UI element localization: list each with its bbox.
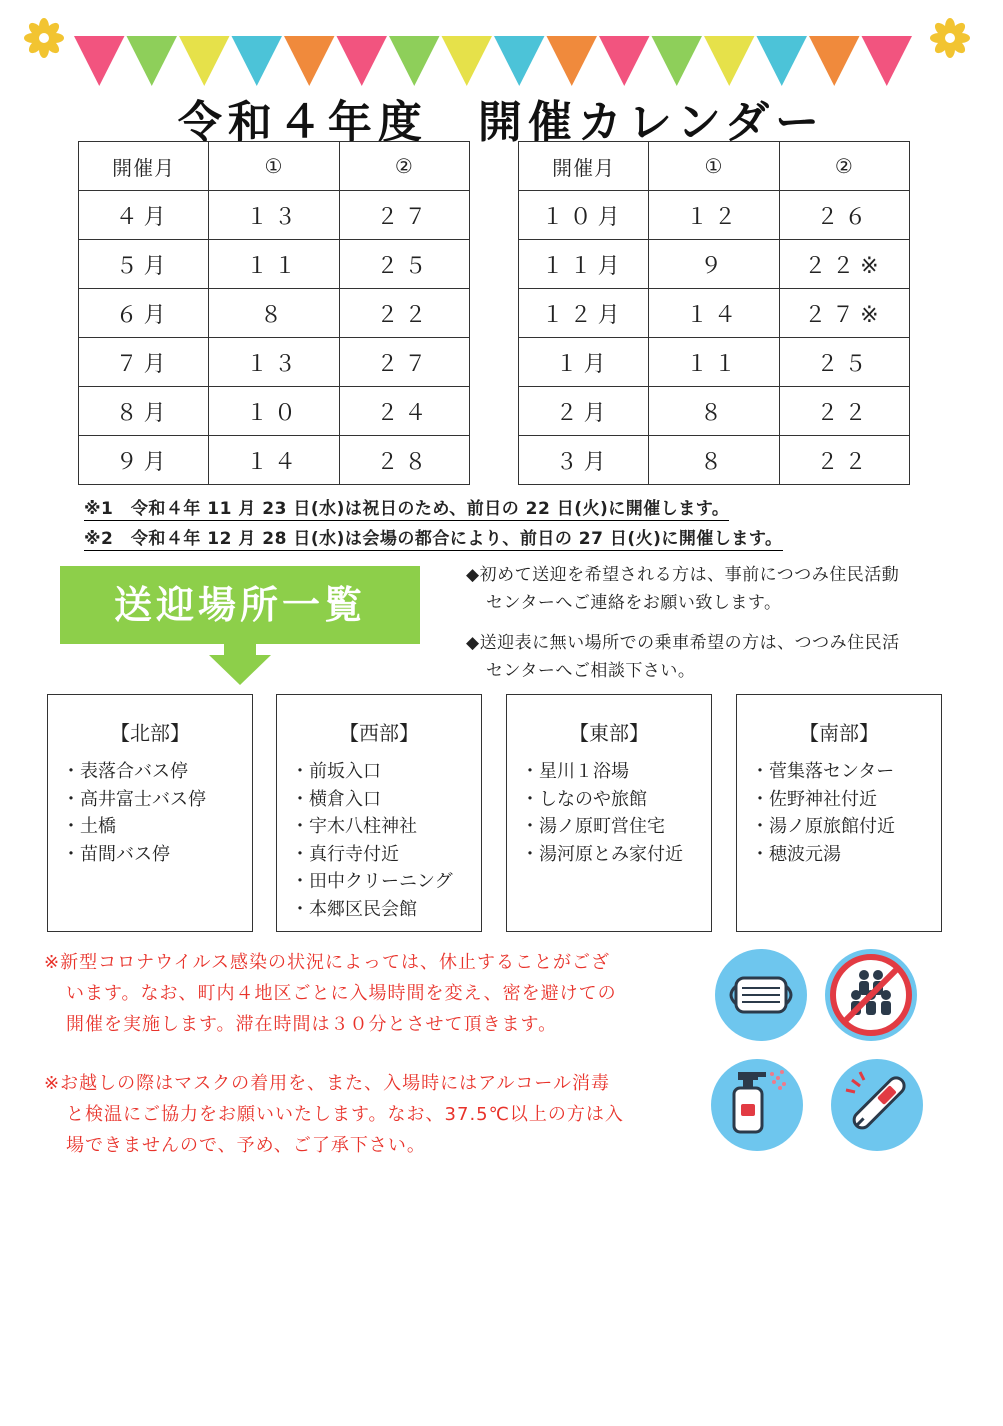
header-second: ② [339, 142, 469, 191]
flower-icon-right [930, 18, 970, 58]
cell-first-date: ８ [649, 436, 779, 485]
bunting-flag [74, 36, 125, 86]
bunting-flag [179, 36, 230, 86]
table-row [79, 338, 470, 387]
bunting-flag [337, 36, 388, 86]
warning-line: と検温にご協力をお願いいたします。なお、37.5℃以上の方は入 [66, 1104, 624, 1125]
cell-second-date: ２２※ [779, 240, 909, 289]
warning-mask [44, 1068, 674, 1161]
cell-month: １２月 [519, 289, 649, 338]
cell-month: ８月 [79, 387, 209, 436]
bunting-flag [442, 36, 493, 86]
header-second: ② [779, 142, 909, 191]
sanitizer-spray-icon [710, 1058, 804, 1152]
cell-month: １月 [519, 338, 649, 387]
info-line: ◆送迎表に無い場所での乗車希望の方は、つつみ住民活 [466, 633, 900, 653]
region-north [47, 694, 253, 932]
list-item: ・ 横倉入口 [291, 786, 481, 814]
header-month: 開催月 [519, 142, 649, 191]
info-first-time [466, 561, 966, 617]
list-item: ・ 土橋 [62, 813, 252, 841]
cell-first-date: ８ [209, 289, 339, 338]
region-south [736, 694, 942, 932]
info-line: ◆初めて送迎を希望される方は、事前につつみ住民活動 [466, 565, 900, 585]
warning-covid [44, 947, 674, 1040]
bunting-flag [284, 36, 335, 86]
info-line: センターへご連絡をお願い致します。 [486, 593, 782, 613]
warning-line: います。なお、町内４地区ごとに入場時間を変え、密を避けての [66, 983, 617, 1004]
bunting-flag [547, 36, 598, 86]
cell-first-date: １３ [209, 191, 339, 240]
cell-second-date: ２８ [339, 436, 469, 485]
cell-second-date: ２２ [779, 387, 909, 436]
cell-month: ９月 [79, 436, 209, 485]
list-item: ・ 佐野神社付近 [751, 786, 941, 814]
bunting-flag [652, 36, 703, 86]
region-west [276, 694, 482, 932]
cell-second-date: ２７ [339, 338, 469, 387]
list-item: ・ 菅集落センター [751, 758, 941, 786]
cell-month: ６月 [79, 289, 209, 338]
bunting-flag [127, 36, 178, 86]
table-row [519, 240, 910, 289]
pickup-locations-banner: 送迎場所一覧 [60, 566, 420, 644]
region-title: 【西部】 [339, 721, 419, 745]
table-row [519, 191, 910, 240]
bunting-flag [494, 36, 545, 86]
bunting-flag [704, 36, 755, 86]
list-item: ・ 星川１浴場 [521, 758, 711, 786]
region-title: 【南部】 [799, 721, 879, 745]
cell-second-date: ２６ [779, 191, 909, 240]
info-other-location [466, 629, 966, 685]
table-header-row [519, 142, 910, 191]
list-item: ・ 苗間バス停 [62, 841, 252, 869]
cell-second-date: ２５ [779, 338, 909, 387]
table-row [79, 436, 470, 485]
no-crowd-icon [824, 948, 918, 1042]
list-item: ・ 田中クリーニング [291, 868, 481, 896]
table-row [79, 289, 470, 338]
list-item: ・ 真行寺付近 [291, 841, 481, 869]
thermometer-icon [830, 1058, 924, 1152]
warning-line: 開催を実施します。滞在時間は３０分とさせて頂きます。 [66, 1014, 558, 1035]
calendar-table-left [78, 141, 470, 485]
table-row [519, 289, 910, 338]
flower-icon-left [24, 18, 64, 58]
cell-first-date: ８ [649, 387, 779, 436]
header-month: 開催月 [79, 142, 209, 191]
page-title: 令和４年度 開催カレンダー [177, 97, 826, 148]
table-row [519, 387, 910, 436]
cell-first-date: １３ [209, 338, 339, 387]
region-title: 【北部】 [110, 721, 190, 745]
list-item: ・ 湯河原とみ家付近 [521, 841, 711, 869]
bunting-flag [389, 36, 440, 86]
region-title: 【東部】 [569, 721, 649, 745]
mask-icon [714, 948, 808, 1042]
list-item: ・ 湯ノ原町営住宅 [521, 813, 711, 841]
cell-month: ４月 [79, 191, 209, 240]
region-east [506, 694, 712, 932]
list-item: ・ しなのや旅館 [521, 786, 711, 814]
list-item: ・ 前坂入口 [291, 758, 481, 786]
table-row [519, 338, 910, 387]
info-line: センターへご相談下さい。 [486, 661, 696, 681]
cell-second-date: ２４ [339, 387, 469, 436]
cell-first-date: １１ [649, 338, 779, 387]
table-row [79, 240, 470, 289]
cell-second-date: ２７※ [779, 289, 909, 338]
warning-line: 場できませんので、予め、ご了承下さい。 [66, 1135, 426, 1156]
cell-second-date: ２２ [339, 289, 469, 338]
cell-first-date: １０ [209, 387, 339, 436]
table-header-row [79, 142, 470, 191]
warning-line: ※お越しの際はマスクの着用を、また、入場時にはアルコール消毒 [44, 1073, 610, 1094]
calendar-table-right [518, 141, 910, 485]
cell-month: ２月 [519, 387, 649, 436]
cell-month: １０月 [519, 191, 649, 240]
list-item: ・ 穂波元湯 [751, 841, 941, 869]
list-item: ・ 高井富士バス停 [62, 786, 252, 814]
header-first: ① [209, 142, 339, 191]
list-item: ・ 湯ノ原旅館付近 [751, 813, 941, 841]
cell-second-date: ２２ [779, 436, 909, 485]
cell-month: ７月 [79, 338, 209, 387]
warning-line: ※新型コロナウイルス感染の状況によっては、休止することがござ [44, 952, 610, 973]
bunting-flag [862, 36, 913, 86]
header-first: ① [649, 142, 779, 191]
cell-second-date: ２５ [339, 240, 469, 289]
bunting-flag [232, 36, 283, 86]
cell-first-date: １２ [649, 191, 779, 240]
cell-first-date: １４ [209, 436, 339, 485]
cell-month: ５月 [79, 240, 209, 289]
bunting-flag [599, 36, 650, 86]
list-item: ・ 本郷区民会館 [291, 896, 481, 924]
bunting-flag [809, 36, 860, 86]
down-arrow-icon [209, 655, 271, 685]
cell-month: ３月 [519, 436, 649, 485]
list-item: ・ 宇木八柱神社 [291, 813, 481, 841]
cell-second-date: ２７ [339, 191, 469, 240]
table-row [519, 436, 910, 485]
bunting-flag [757, 36, 808, 86]
cell-first-date: １４ [649, 289, 779, 338]
table-row [79, 387, 470, 436]
note-1: ※1 令和４年 11 月 23 日(水)は祝日のため、前日の 22 日(火)に開催します。 [84, 494, 729, 521]
cell-first-date: ９ [649, 240, 779, 289]
note-2: ※2 令和４年 12 月 28 日(水)は会場の都合により、前日の 27 日(火)に開催します。 [84, 524, 783, 551]
cell-first-date: １１ [209, 240, 339, 289]
cell-month: １１月 [519, 240, 649, 289]
bunting-decoration [0, 0, 1003, 100]
table-row [79, 191, 470, 240]
list-item: ・ 表落合バス停 [62, 758, 252, 786]
